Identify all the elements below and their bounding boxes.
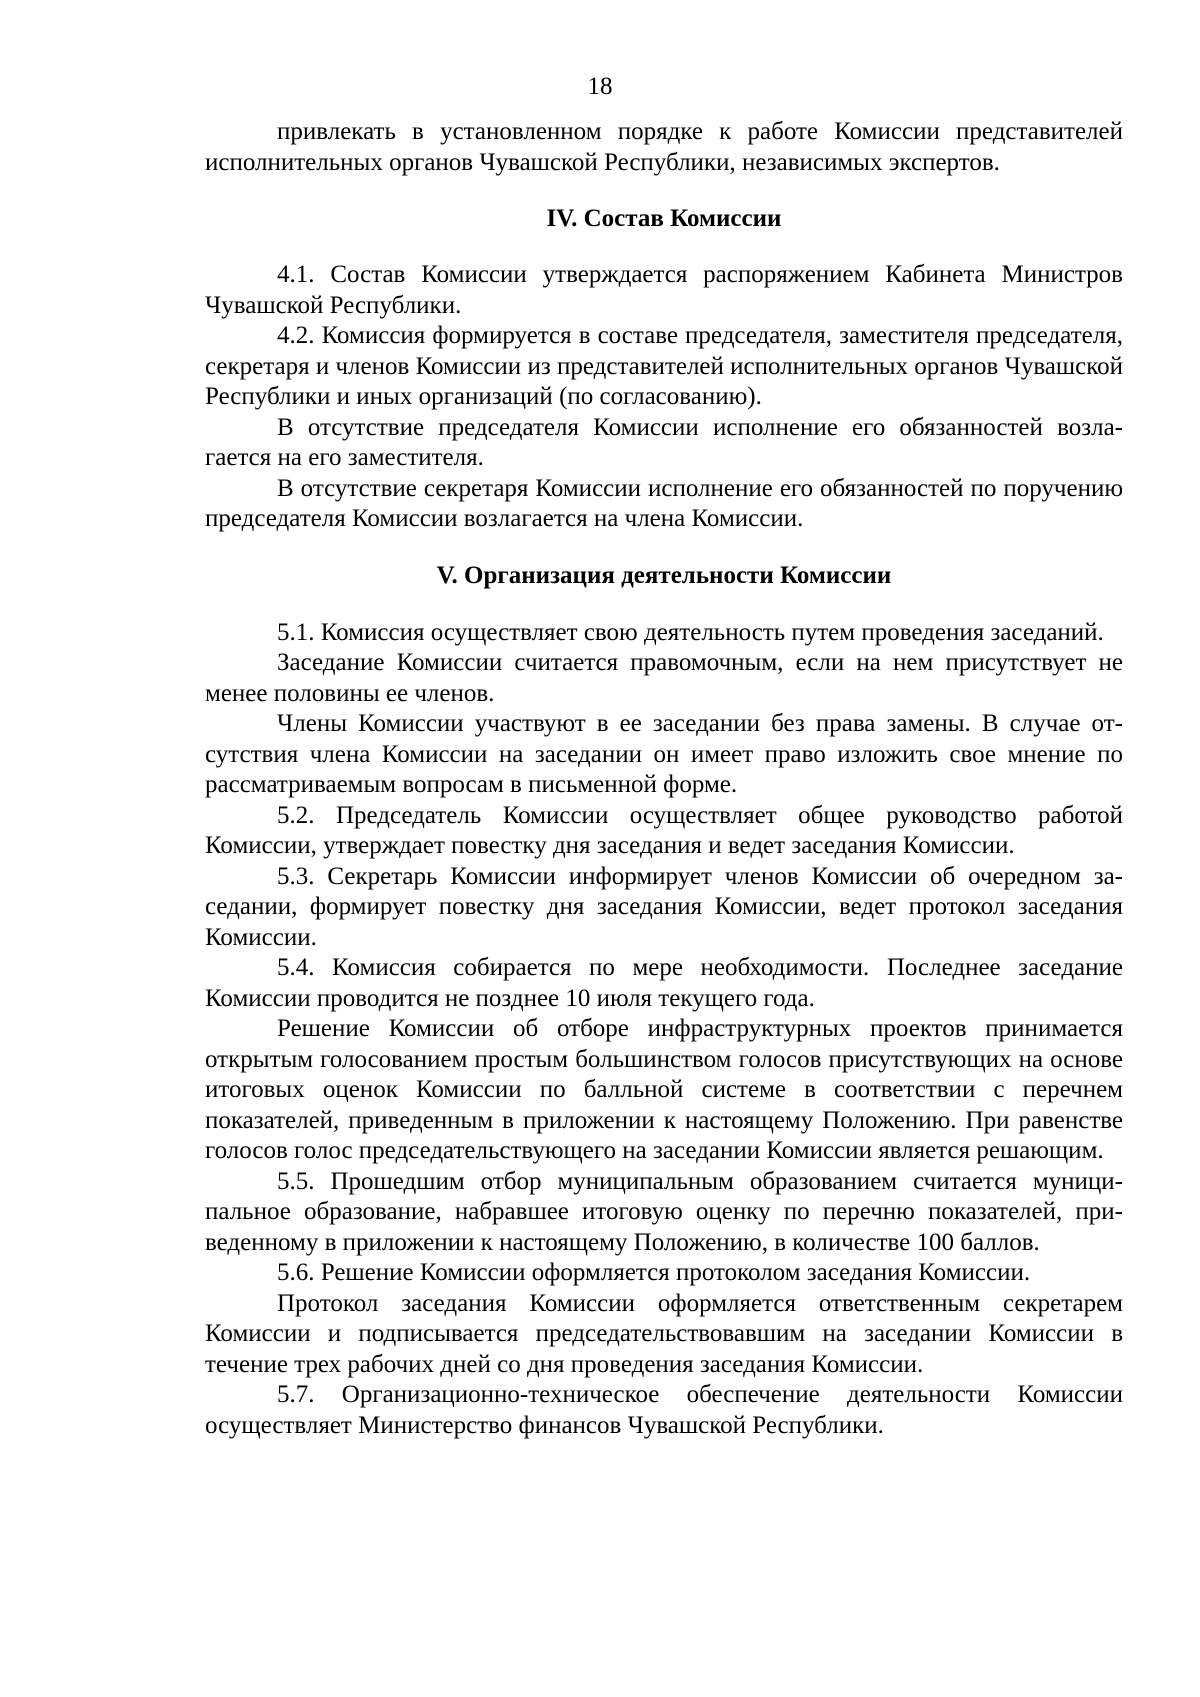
- paragraph-5-4: 5.4. Комиссия собирается по мере необходимости. Последнее заседание Комиссии проводится не позднее 10 июля текущего года.: [205, 954, 1123, 1012]
- paragraph-4-1: 4.1. Состав Комиссии утверждается распоряжением Кабинета Министров Чувашской Республики.: [205, 261, 1123, 319]
- intro-paragraph: привлекать в установленном порядке к работе Комиссии представителей исполнительных органов Чувашской Республики, независимых экспертов.: [205, 118, 1123, 176]
- section-5-body: [205, 618, 1123, 1442]
- paragraph-5-6: 5.6. Решение Комиссии оформляется протоколом заседания Комиссии.: [277, 1259, 1031, 1286]
- page-number: 18: [587, 73, 613, 100]
- paragraph-5-members: Члены Комиссии участвуют в ее заседании без права замены. В случае отсутствия члена Комиссии на заседании он имеет право изложить свое мнение по рассматриваемым вопросам в письменной форме.: [205, 710, 1123, 798]
- paragraph-5-1: 5.1. Комиссия осуществляет свою деятельность путем проведения заседаний.: [277, 618, 1104, 646]
- paragraph-5-7: 5.7. Организационно-техническое обеспечение деятельности Комиссии осуществляет Министерство финансов Чувашской Республики.: [205, 1381, 1123, 1439]
- paragraph-5-5: 5.5. Прошедшим отбор муниципальным образованием считается муниципальное образование, набравшее итоговую оценку по перечню показателей, приведенному в приложении к настоящему Положению, в количестве 100 баллов.: [205, 1167, 1123, 1256]
- section-4-body: [205, 260, 1123, 535]
- paragraph-4-secretary-absence: В отсутствие секретаря Комиссии исполнение его обязанностей по поручению председателя Комиссии возлагается на члена Комиссии.: [205, 474, 1123, 532]
- paragraph-4-chair-absence: В отсутствие председателя Комиссии исполнение его обязанностей возлагается на его заместителя.: [205, 413, 1123, 471]
- paragraph-5-quorum: Заседание Комиссии считается правомочным, если на нем присутствует не менее половины ее членов.: [205, 649, 1123, 707]
- paragraph-5-protocol: Протокол заседания Комиссии оформляется ответственным секретарем Комиссии и подписывается председательствовавшим на заседании Комиссии в течение трех рабочих дней со дня проведения заседания Комиссии.: [205, 1289, 1123, 1378]
- section-4-heading: IV. Состав Комиссии: [546, 205, 782, 232]
- paragraph-5-2: 5.2. Председатель Комиссии осуществляет общее руководство работой Комиссии, утверждает повестку дня заседания и ведет заседания Комиссии.: [205, 801, 1123, 859]
- paragraph-5-3: 5.3. Секретарь Комиссии информирует членов Комиссии об очередном заседании, формирует повестку дня заседания Комиссии, ведет протокол заседания Комиссии.: [205, 862, 1123, 951]
- paragraph-4-2: 4.2. Комиссия формируется в составе председателя, заместителя председателя, секретаря и членов Комиссии из представителей исполнительных органов Чувашской Республики и иных организаций (по согласованию).: [205, 322, 1123, 410]
- section-5-heading: V. Организация деятельности Комиссии: [436, 561, 892, 589]
- paragraph-5-decision: Решение Комиссии об отборе инфраструктурных проектов принимается открытым голосованием простым большинством голосов присутствующих на основе итоговых оценок Комиссии по балльной системе в соответствии с перечнем показателей, приведенным в приложении к настоящему Положению. При равенстве голосов голос председательствующего на заседании Комиссии является решающим.: [205, 1015, 1123, 1164]
- document-body: [205, 117, 1123, 1441]
